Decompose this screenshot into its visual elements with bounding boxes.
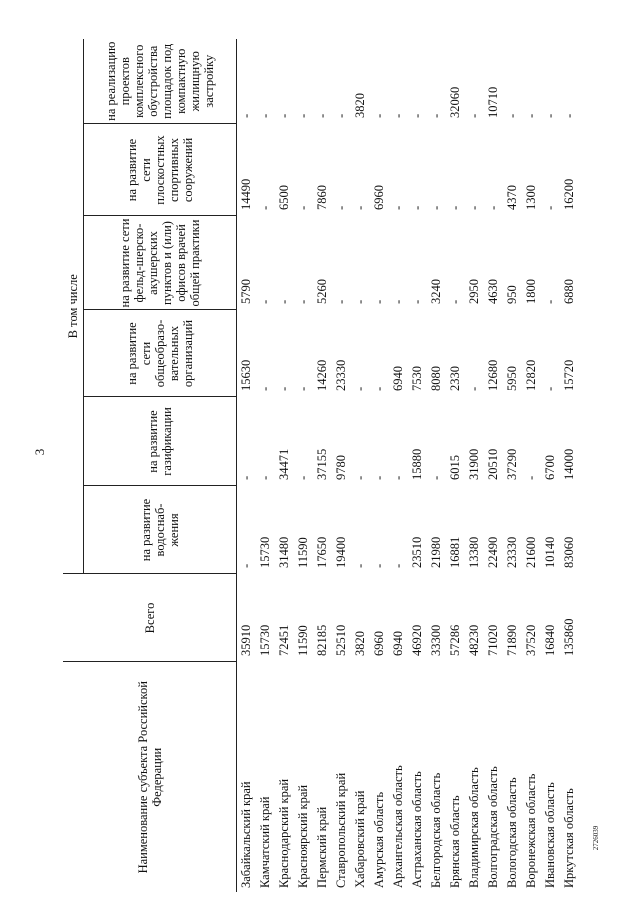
value-cell: 23330 [334,359,348,391]
value-cell: - [258,113,272,118]
value-cell: 21980 [429,536,443,568]
value-cell: 16840 [543,624,557,656]
value-cell: 15720 [562,359,576,391]
value-cell: 33300 [429,624,443,656]
value-cell: - [353,299,367,304]
subject-name: Краснодарский край [277,778,291,888]
value-cell: 37520 [524,624,538,656]
value-cell: 6940 [391,631,405,656]
value-cell: 34471 [277,448,291,480]
subject-name: Брянская область [448,795,462,888]
value-cell: 12820 [524,359,538,391]
value-cell: - [258,386,272,391]
table-row [484,39,503,892]
value-cell: - [372,299,386,304]
subject-name: Амурская область [372,791,386,888]
value-cell: - [429,475,443,480]
value-cell: 10140 [543,536,557,568]
value-cell: 11590 [296,625,310,656]
rotated-table-container [63,39,574,892]
value-cell: 12680 [486,359,500,391]
value-cell: - [429,205,443,210]
value-cell: 8080 [429,366,443,391]
value-cell: - [524,113,538,118]
value-cell: - [353,475,367,480]
group-header: В том числе [63,39,84,574]
subject-name: Хабаровский край [353,790,367,888]
value-cell: 3820 [353,631,367,656]
table-row [256,39,275,892]
page-number: 3 [32,448,47,456]
value-cell: - [296,205,310,210]
value-cell: 6960 [372,185,386,210]
value-cell: - [410,205,424,210]
table-row [294,39,313,892]
value-cell: - [353,386,367,391]
value-cell: 14260 [315,359,329,391]
value-cell: - [448,205,462,210]
value-cell: 5950 [505,366,519,391]
value-cell: - [372,386,386,391]
table-row [370,39,389,892]
value-cell: - [486,205,500,210]
value-cell: - [277,113,291,118]
value-cell: - [467,205,481,210]
value-cell: 48230 [467,624,481,656]
subject-name: Забайкальский край [239,781,253,888]
value-cell: 13380 [467,536,481,568]
subsidy-table [63,39,579,892]
subject-name: Вологодская область [505,777,519,888]
value-cell: 31900 [467,448,481,480]
value-cell: 15730 [258,536,272,568]
value-cell: - [391,563,405,568]
subject-name: Иркутская область [562,788,576,888]
value-cell: - [353,205,367,210]
value-cell: 7530 [410,366,424,391]
table-row [275,39,294,892]
table-row [313,39,332,892]
value-cell: - [258,205,272,210]
value-cell: 3240 [429,279,443,304]
medical-points-header: на развитие сети фельд-шерско-акушерских пунктов и (или) офисов врачей общей практики [84,216,237,310]
sports-facilities-header: на развитие сети плоскостных спортивных сооружений [84,124,237,216]
value-cell: 52510 [334,624,348,656]
table-row [389,39,408,892]
value-cell: 15880 [410,448,424,480]
table-row [446,39,465,892]
value-cell: 11590 [296,537,310,568]
subject-name: Ставропольский край [334,772,348,888]
value-cell: - [296,386,310,391]
table-row [332,39,351,892]
subject-name: Волгоградская область [486,766,500,888]
value-cell: - [505,113,519,118]
table-row [351,39,370,892]
value-cell: - [334,113,348,118]
value-cell: - [277,299,291,304]
value-cell: - [391,475,405,480]
value-cell: - [543,299,557,304]
table-row [522,39,541,892]
water-supply-header: на развитие водоснаб-жения [84,486,237,574]
value-cell: 23510 [410,536,424,568]
value-cell: 9780 [334,455,348,480]
value-cell: - [391,205,405,210]
value-cell: 3820 [353,93,367,118]
value-cell: - [296,113,310,118]
value-cell: 72451 [277,624,291,656]
table-row [503,39,522,892]
value-cell: 14490 [239,178,253,210]
value-cell: - [543,386,557,391]
value-cell: 4370 [505,185,519,210]
value-cell: - [410,299,424,304]
value-cell: 21600 [524,536,538,568]
value-cell: - [372,475,386,480]
value-cell: 32060 [448,86,462,118]
subject-name: Астраханская область [410,771,424,888]
value-cell: - [239,563,253,568]
value-cell: - [315,113,329,118]
value-cell: - [334,299,348,304]
value-cell: - [353,563,367,568]
document-code: 2726039 [592,825,600,851]
value-cell: 57286 [448,624,462,656]
value-cell: 37290 [505,448,519,480]
value-cell: 6880 [562,279,576,304]
value-cell: - [277,386,291,391]
value-cell: 16200 [562,178,576,210]
value-cell: - [467,386,481,391]
subject-name: Воронежская область [524,773,538,888]
value-cell: 6940 [391,366,405,391]
value-cell: 2950 [467,279,481,304]
value-cell: - [391,299,405,304]
value-cell: - [467,113,481,118]
value-cell: - [391,113,405,118]
value-cell: - [296,299,310,304]
value-cell: - [543,113,557,118]
subject-name: Камчатский край [258,796,272,888]
value-cell: - [562,113,576,118]
value-cell: 22490 [486,536,500,568]
value-cell: - [410,113,424,118]
table-row [465,39,484,892]
value-cell: 1800 [524,279,538,304]
value-cell: - [239,113,253,118]
value-cell: 35910 [239,624,253,656]
value-cell: 19400 [334,536,348,568]
value-cell: 6960 [372,631,386,656]
table-row [237,39,257,892]
value-cell: 14000 [562,448,576,480]
value-cell: - [448,299,462,304]
table-row [560,39,579,892]
subject-name: Владимирская область [467,767,481,888]
subject-name: Ивановская область [543,782,557,888]
value-cell: 71020 [486,624,500,656]
table-row [541,39,560,892]
value-cell: 1300 [524,185,538,210]
subject-name: Пермский край [315,806,329,888]
value-cell: 15730 [258,624,272,656]
table-row [427,39,446,892]
value-cell: 17650 [315,536,329,568]
value-cell: 23330 [505,536,519,568]
value-cell: 16881 [448,536,462,568]
value-cell: 31480 [277,536,291,568]
value-cell: 5260 [315,279,329,304]
value-cell: - [429,113,443,118]
value-cell: - [258,475,272,480]
value-cell: 135860 [562,618,576,656]
value-cell: 7860 [315,185,329,210]
value-cell: - [258,299,272,304]
value-cell: 37155 [315,448,329,480]
table-row [408,39,427,892]
value-cell: 6015 [448,455,462,480]
value-cell: 82185 [315,624,329,656]
value-cell: 15630 [239,359,253,391]
value-cell: 5790 [239,279,253,304]
value-cell: - [524,475,538,480]
value-cell: - [334,205,348,210]
education-header: на развитие сети общеобразо-вательных организаций [84,310,237,397]
value-cell: 4630 [486,279,500,304]
housing-sites-header: на реализацию проектов комплексного обустройства площадок под компактную жилищную застройку [84,39,237,124]
value-cell: - [543,205,557,210]
total-column-header: Всего [63,574,237,662]
value-cell: 20510 [486,448,500,480]
subject-name: Архангельская область [391,765,405,888]
value-cell: - [239,475,253,480]
value-cell: 46920 [410,624,424,656]
value-cell: 6500 [277,185,291,210]
value-cell: 71890 [505,624,519,656]
value-cell: 6700 [543,455,557,480]
value-cell: 950 [505,285,519,304]
value-cell: - [372,563,386,568]
value-cell: 83060 [562,536,576,568]
subject-column-header: Наименование субъекта Российской Федерации [63,662,237,892]
gasification-header: на развитие газификации [84,397,237,486]
value-cell: - [372,113,386,118]
value-cell: - [296,475,310,480]
value-cell: 10710 [486,86,500,118]
subject-name: Белгородская область [429,772,443,888]
subject-name: Красноярский край [296,784,310,888]
value-cell: 2330 [448,366,462,391]
